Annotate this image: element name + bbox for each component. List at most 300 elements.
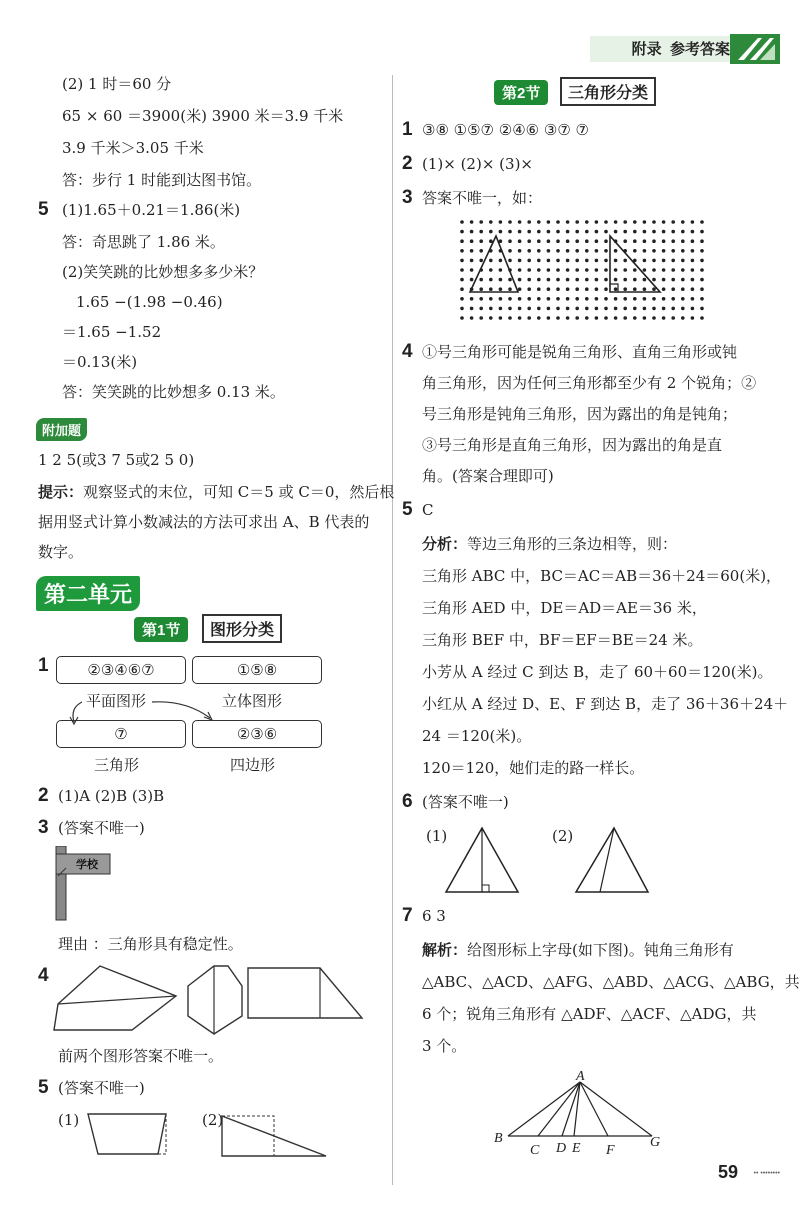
s2-q4-line-b: 角三角形，因为任何三角形都至少有 2 个锐角；② <box>422 374 757 392</box>
grid-dot <box>470 297 474 301</box>
grid-dot <box>681 316 685 320</box>
point-c: C <box>530 1143 540 1158</box>
caption-solid: 立体图形 <box>222 692 283 710</box>
point-e: E <box>572 1141 581 1156</box>
grid-dot <box>479 307 483 311</box>
s2-q4-line-d: ③号三角形是直角三角形，因为露出的角是直 <box>422 436 723 454</box>
grid-dot <box>460 307 464 311</box>
grid-dot <box>662 259 666 263</box>
hint-label: 提示： <box>38 483 84 501</box>
grid-dot <box>585 268 589 272</box>
grid-dot <box>691 268 695 272</box>
caption-quadrilateral: 四边形 <box>230 756 276 774</box>
grid-dot <box>662 307 666 311</box>
left-line-2: 65 × 60 ＝3900(米) 3900 米＝3.9 千米 <box>62 107 344 125</box>
grid-dot <box>460 316 464 320</box>
header-title <box>632 38 730 59</box>
grid-dot <box>508 297 512 301</box>
grid-dot <box>662 278 666 282</box>
point-d: D <box>556 1141 567 1156</box>
grid-dot <box>547 230 551 234</box>
grid-dot <box>681 307 685 311</box>
grid-dot <box>460 230 464 234</box>
grid-dot <box>671 307 675 311</box>
grid-dot <box>575 297 579 301</box>
s2-q5-answer: C <box>422 501 434 519</box>
grid-dot <box>604 297 608 301</box>
grid-dot <box>623 220 627 224</box>
grid-dot <box>556 230 560 234</box>
grid-dot <box>499 316 503 320</box>
grid-dot <box>585 307 589 311</box>
point-b: B <box>494 1131 503 1146</box>
grid-dot <box>604 220 608 224</box>
grid-dot <box>489 307 493 311</box>
grid-dot <box>566 287 570 291</box>
grid-dot <box>671 297 675 301</box>
grid-dot <box>575 249 579 253</box>
grid-dot <box>575 287 579 291</box>
s1-q2-answer: (1)A (2)B (3)B <box>58 787 165 805</box>
grid-dot <box>604 239 608 243</box>
grid-dot <box>479 239 483 243</box>
grid-dot <box>470 268 474 272</box>
grid-dot <box>547 287 551 291</box>
grid-dot <box>537 278 541 282</box>
grid-dot <box>652 249 656 253</box>
grid-dot <box>527 268 531 272</box>
grid-dot <box>566 316 570 320</box>
grid-dot <box>585 316 589 320</box>
grid-dot <box>585 278 589 282</box>
grid-dot <box>566 297 570 301</box>
grid-dot <box>652 268 656 272</box>
shapes-figure <box>52 964 368 1038</box>
s2-q1-number: 1 <box>402 119 413 140</box>
header-label-appendix: 附录 <box>631 41 662 58</box>
grid-dot <box>518 268 522 272</box>
grid-dot <box>691 259 695 263</box>
grid-dot <box>470 307 474 311</box>
grid-dot <box>470 220 474 224</box>
grid-dot <box>614 230 618 234</box>
grid-dot <box>691 287 695 291</box>
grid-dot <box>671 220 675 224</box>
grid-dot <box>566 220 570 224</box>
grid-dot <box>681 249 685 253</box>
caption-plane: 平面图形 <box>86 692 147 710</box>
grid-dot <box>671 249 675 253</box>
grid-dot <box>671 287 675 291</box>
grid-dot <box>489 268 493 272</box>
grid-dot <box>652 230 656 234</box>
grid-dot <box>623 297 627 301</box>
q5-line-g: 答：笑笑跳的比妙想多 0.13 米。 <box>62 383 285 401</box>
grid-dot <box>643 297 647 301</box>
grid-dot <box>489 316 493 320</box>
explain-line-4: 3 个。 <box>422 1037 467 1055</box>
s2-q7-answer: 6 3 <box>422 907 446 925</box>
grid-dot <box>633 297 637 301</box>
analysis-label: 分析： <box>422 535 468 553</box>
dot-grid-figure <box>456 216 716 328</box>
s1-q4-number: 4 <box>38 965 49 986</box>
grid-dot <box>585 259 589 263</box>
grid-dot <box>547 297 551 301</box>
q5-line-e: ＝1.65 −1.52 <box>62 323 162 341</box>
grid-dot <box>575 307 579 311</box>
grid-dot <box>556 316 560 320</box>
point-a: A <box>576 1070 585 1084</box>
grid-dot <box>479 230 483 234</box>
grid-dot <box>527 287 531 291</box>
grid-dot <box>700 307 704 311</box>
column-divider <box>392 75 393 1185</box>
grid-dot <box>623 268 627 272</box>
grid-dot <box>537 259 541 263</box>
grid-dot <box>518 278 522 282</box>
grid-dot <box>508 249 512 253</box>
s1-q5-number: 5 <box>38 1077 49 1098</box>
grid-dot <box>671 230 675 234</box>
grid-dot <box>614 259 618 263</box>
grid-dot <box>643 287 647 291</box>
grid-dot <box>537 230 541 234</box>
grid-dot <box>671 268 675 272</box>
grid-dot <box>489 278 493 282</box>
grid-dot <box>460 268 464 272</box>
grid-dot <box>595 268 599 272</box>
s1-q3-number: 3 <box>38 817 49 838</box>
grid-dot <box>652 278 656 282</box>
analysis-line-6: 小红从 A 经过 D、E、F 到达 B，走了 36＋36＋24＋ <box>422 695 789 713</box>
grid-dot <box>508 316 512 320</box>
grid-dot <box>700 297 704 301</box>
grid-dot <box>479 259 483 263</box>
grid-dot <box>460 220 464 224</box>
grid-dot <box>604 268 608 272</box>
grid-dot <box>662 220 666 224</box>
grid-dot <box>547 268 551 272</box>
s2-q7-number: 7 <box>402 905 413 926</box>
extra-answer: 1 2 5(或3 7 5或2 5 0) <box>38 451 195 469</box>
grid-dot <box>652 220 656 224</box>
grid-dot <box>575 259 579 263</box>
grid-dot <box>662 239 666 243</box>
grid-dot <box>556 287 560 291</box>
grid-dot <box>700 249 704 253</box>
s1-q3-note: (答案不唯一) <box>58 819 145 837</box>
s1-q5-note: (答案不唯一) <box>58 1079 145 1097</box>
grid-dot <box>470 230 474 234</box>
grid-dot <box>604 316 608 320</box>
grid-dot <box>518 316 522 320</box>
grid-dot <box>681 220 685 224</box>
grid-dot <box>604 278 608 282</box>
grid-dot <box>681 297 685 301</box>
analysis-line-4: 三角形 BEF 中，BF＝EF＝BE＝24 米。 <box>422 631 703 649</box>
grid-dot <box>623 230 627 234</box>
grid-dot <box>508 278 512 282</box>
s2-q4-number: 4 <box>402 341 413 362</box>
hint-line-1: 观察竖式的末位，可知 C＝5 或 C＝0，然后根 <box>83 483 395 501</box>
grid-dot <box>566 278 570 282</box>
grid-dot <box>643 220 647 224</box>
grid-dot <box>595 230 599 234</box>
grid-dot <box>595 259 599 263</box>
grid-dot <box>499 220 503 224</box>
grid-dot <box>499 230 503 234</box>
grid-dot <box>499 307 503 311</box>
grid-dot <box>508 287 512 291</box>
grid-dot <box>537 268 541 272</box>
grid-dot <box>527 259 531 263</box>
grid-dot <box>652 287 656 291</box>
grid-dot <box>623 239 627 243</box>
grid-dot <box>595 316 599 320</box>
grid-dot <box>489 230 493 234</box>
s2-q2-number: 2 <box>402 153 413 174</box>
grid-dot <box>643 278 647 282</box>
explain-line-2: △ABC、△ACD、△AFG、△ABD、△ACG、△ABG，共 <box>422 973 800 991</box>
grid-dot <box>499 278 503 282</box>
grid-dot <box>585 220 589 224</box>
grid-dot <box>566 239 570 243</box>
grid-dot <box>479 220 483 224</box>
triangle-split-label: (2) <box>202 1111 224 1129</box>
grid-dot <box>566 230 570 234</box>
left-line-1: (2) 1 时＝60 分 <box>62 75 172 93</box>
trapezoid-label: (1) <box>58 1111 80 1129</box>
grid-dot <box>643 239 647 243</box>
grid-dot <box>585 239 589 243</box>
grid-dot <box>691 239 695 243</box>
grid-dot <box>547 259 551 263</box>
box-triangle: ⑦ <box>56 720 186 748</box>
grid-dot <box>575 316 579 320</box>
grid-dot <box>499 287 503 291</box>
grid-dot <box>662 297 666 301</box>
grid-dot <box>652 239 656 243</box>
reason-text: 理由 ：三角形具有稳定性。 <box>58 935 243 953</box>
grid-dot <box>623 259 627 263</box>
grid-dot <box>518 249 522 253</box>
analysis-line-2: 三角形 ABC 中，BC＝AC＝AB＝36＋24＝60(米)， <box>422 567 782 585</box>
section1-title: 图形分类 <box>202 614 282 643</box>
grid-dot <box>470 239 474 243</box>
grid-dot <box>700 278 704 282</box>
grid-dot <box>527 220 531 224</box>
grid-dot <box>518 287 522 291</box>
grid-dot <box>508 259 512 263</box>
grid-dot <box>508 239 512 243</box>
grid-dot <box>537 287 541 291</box>
grid-dot <box>633 268 637 272</box>
q5-number: 5 <box>38 199 49 220</box>
grid-dot <box>537 316 541 320</box>
q5-line-b: 答：奇思跳了 1.86 米。 <box>62 233 225 251</box>
s1-q1-number: 1 <box>38 655 49 676</box>
s2-q5-number: 5 <box>402 499 413 520</box>
grid-dot <box>575 268 579 272</box>
section2-badge: 第2节 <box>494 80 548 105</box>
grid-dot <box>547 316 551 320</box>
grid-dot <box>662 249 666 253</box>
grid-dot <box>499 268 503 272</box>
grid-dot <box>614 287 618 291</box>
grid-dot <box>643 307 647 311</box>
grid-dot <box>662 230 666 234</box>
grid-dot <box>556 259 560 263</box>
grid-dot <box>623 316 627 320</box>
grid-dot <box>460 249 464 253</box>
grid-dot <box>623 307 627 311</box>
grid-dot <box>652 259 656 263</box>
left-line-4: 答：步行 1 时能到达图书馆。 <box>62 171 262 189</box>
s2-q3-note: 答案不唯一，如： <box>422 189 543 207</box>
q6-figure1 <box>444 826 524 894</box>
grid-dot <box>460 259 464 263</box>
grid-dot <box>691 230 695 234</box>
header-label-answers: 参考答案 <box>669 41 730 58</box>
grid-dot <box>633 249 637 253</box>
grid-dot <box>499 297 503 301</box>
grid-dot <box>489 297 493 301</box>
grid-dot <box>470 316 474 320</box>
triangle-split-figure <box>202 1112 332 1158</box>
q6-figure2-label: (2) <box>552 827 574 845</box>
grid-dot <box>556 297 560 301</box>
analysis-line-7: 24 ＝120(米)。 <box>422 727 532 745</box>
grid-dot <box>479 287 483 291</box>
grid-dot <box>479 316 483 320</box>
grid-dot <box>691 278 695 282</box>
grid-dot <box>662 268 666 272</box>
grid-dot <box>508 230 512 234</box>
analysis-line-3: 三角形 AED 中，DE＝AD＝AE＝36 米， <box>422 599 707 617</box>
grid-dot <box>460 278 464 282</box>
grid-dot <box>614 268 618 272</box>
grid-dot <box>643 230 647 234</box>
grid-dot <box>460 239 464 243</box>
grid-dot <box>585 297 589 301</box>
grid-dot <box>566 249 570 253</box>
grid-dot <box>623 287 627 291</box>
grid-dot <box>691 220 695 224</box>
grid-dot <box>537 297 541 301</box>
grid-dot <box>537 239 541 243</box>
box-quadrilateral: ②③⑥ <box>192 720 322 748</box>
grid-dot <box>479 249 483 253</box>
grid-dot <box>700 268 704 272</box>
grid-dot <box>566 268 570 272</box>
grid-dot <box>508 220 512 224</box>
grid-dot <box>489 287 493 291</box>
q5-line-d: 1.65 −(1.98 −0.46) <box>76 293 223 311</box>
caption-triangle: 三角形 <box>94 756 140 774</box>
grid-dot <box>575 220 579 224</box>
grid-dot <box>518 239 522 243</box>
s2-q6-number: 6 <box>402 791 413 812</box>
grid-dot <box>662 316 666 320</box>
grid-dot <box>489 239 493 243</box>
grid-dot <box>614 307 618 311</box>
q6-figure2 <box>574 826 654 894</box>
trapezoid-figure <box>86 1112 182 1158</box>
grid-dot <box>595 278 599 282</box>
grid-dot <box>604 287 608 291</box>
grid-dot <box>643 268 647 272</box>
grid-dot <box>518 307 522 311</box>
grid-dot <box>691 307 695 311</box>
grid-dot <box>566 259 570 263</box>
grid-dot <box>633 287 637 291</box>
grid-dot <box>633 278 637 282</box>
grid-dot <box>691 249 695 253</box>
grid-dot <box>633 307 637 311</box>
grid-dot <box>460 287 464 291</box>
grid-dot <box>595 220 599 224</box>
box-solid: ①⑤⑧ <box>192 656 322 684</box>
grid-dot <box>681 239 685 243</box>
grid-dot <box>604 259 608 263</box>
grid-dot <box>499 259 503 263</box>
grid-dot <box>681 230 685 234</box>
grid-dot <box>643 316 647 320</box>
grid-dot <box>633 239 637 243</box>
grid-dot <box>585 230 589 234</box>
q5-line-c: (2)笑笑跳的比妙想多多少米？ <box>62 263 264 281</box>
s1-q4-note: 前两个图形答案不唯一。 <box>58 1047 224 1065</box>
grid-dot <box>681 278 685 282</box>
analysis-line-8: 120＝120，她们走的路一样长。 <box>422 759 645 777</box>
unit-title: 第二单元 <box>36 576 140 611</box>
grid-dot <box>614 316 618 320</box>
extra-question-tag: 附加题 <box>36 418 87 441</box>
s2-q4-line-a: ①号三角形可能是锐角三角形、直角三角形或钝 <box>422 343 738 361</box>
grid-dot <box>518 230 522 234</box>
point-f: F <box>606 1143 615 1158</box>
grid-dot <box>518 220 522 224</box>
grid-dot <box>556 268 560 272</box>
grid-dot <box>585 249 589 253</box>
hint-line-2: 据用竖式计算小数减法的方法可求出 A、B 代表的 <box>38 513 370 531</box>
grid-dot <box>643 249 647 253</box>
analysis-line-5: 小芳从 A 经过 C 到达 B，走了 60＋60＝120(米)。 <box>422 663 773 681</box>
grid-dot <box>479 297 483 301</box>
grid-dot <box>691 316 695 320</box>
school-sign-text: 学校 <box>76 858 98 871</box>
grid-dot <box>489 259 493 263</box>
s2-q3-number: 3 <box>402 187 413 208</box>
grid-dot <box>700 230 704 234</box>
grid-dot <box>508 307 512 311</box>
grid-dot <box>537 249 541 253</box>
grid-dot <box>643 259 647 263</box>
grid-dot <box>518 297 522 301</box>
grid-dot <box>595 287 599 291</box>
left-line-3: 3.9 千米＞3.05 千米 <box>62 139 204 157</box>
grid-dot <box>556 278 560 282</box>
grid-dot <box>479 278 483 282</box>
grid-dot <box>489 220 493 224</box>
grid-dot <box>527 249 531 253</box>
grid-dot <box>681 287 685 291</box>
grid-dot <box>585 287 589 291</box>
grid-dot <box>460 297 464 301</box>
s1-q2-number: 2 <box>38 785 49 806</box>
explain-line-1: 给图形标上字母(如下图)。钝角三角形有 <box>467 941 734 959</box>
